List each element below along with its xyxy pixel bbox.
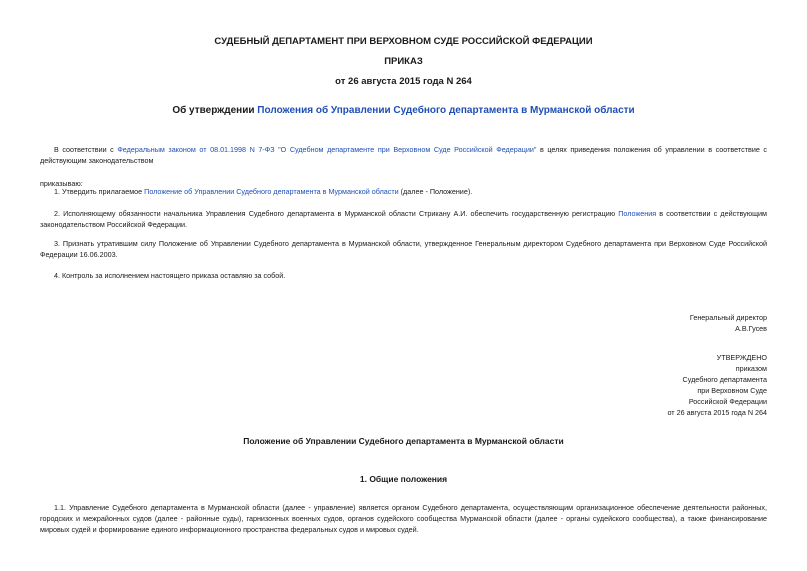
regulation-title: Положение об Управлении Судебного департамента в Мурманской области [243, 436, 564, 446]
approval-block [667, 352, 767, 418]
intro-suffix: в целях приведения положения об управлении в соответствие с действующим законодательством [40, 145, 768, 165]
signatory-name: А.В.Гусев [735, 324, 767, 333]
order-item-3: 3. Признать утратившим силу Положение об Управлении Судебного департамента в Мурманской области, утвержденное Генеральным директором Судебного департамента при Верховном Суде Российской Федерации 16.06.2003. [40, 239, 767, 259]
clause-1-1: 1.1. Управление Судебного департамента в Мурманской области (далее - управление) является органом Судебного департамента, осуществляющим организационное обеспечение деятельности районных, городских и межрайонных судов (далее - районные суды), гарнизонных военных судов, органов судейского сообщества Мурманской области (далее - органы судейского сообщества), а также финансирование мировых судей и формирование единого информационного пространства федеральных судов и мировых судей. [40, 503, 767, 534]
document-type: ПРИКАЗ [384, 56, 423, 67]
item-1-regulation-link[interactable]: Положение об Управлении Судебного департамента в Мурманской области [144, 187, 399, 196]
order-word: приказываю: [40, 179, 83, 188]
order-item-4: 4. Контроль за исполнением настоящего приказа оставляю за собой. [54, 271, 286, 280]
intro-prefix: В соответствии с [54, 145, 118, 154]
order-item-1 [40, 186, 767, 197]
signatory-position: Генеральный директор [689, 313, 767, 322]
order-item-2 [40, 208, 767, 230]
item-1-suffix: (далее - Положение). [398, 187, 473, 196]
approval-line-5: Российской Федерации [688, 397, 767, 406]
approval-line-2: приказом [735, 364, 767, 373]
title-regulation-link[interactable]: Положения об Управлении Судебного департамента в Мурманской области [257, 105, 635, 116]
intro-paragraph [40, 144, 767, 166]
approval-line-3: Судебного департамента [682, 375, 767, 384]
federal-law-link[interactable]: Федеральным законом от 08.01.1998 N 7-ФЗ "О Судебном департаменте при Верховном Суде Российской Федерации" [117, 145, 537, 154]
title-prefix: Об утверждении [172, 105, 258, 116]
item-2-suffix: в соответствии с действующим законодательством Российской Федерации. [40, 209, 768, 229]
section-1-title: 1. Общие положения [359, 474, 448, 484]
approval-line-4: при Верховном Суде [697, 386, 767, 395]
approval-line-1: УТВЕРЖДЕНО [716, 353, 767, 362]
item-1-prefix: 1. Утвердить прилагаемое [54, 187, 145, 196]
item-2-prefix: 2. Исполняющему обязанности начальника Управления Судебного департамента в Мурманской области Стрикану А.И. обеспечить государственную регистрацию [54, 209, 619, 218]
document-title [40, 105, 767, 116]
item-2-regulation-link[interactable]: Положения [618, 209, 657, 218]
document-date: от 26 августа 2015 года N 264 [335, 76, 472, 87]
issuing-organization: СУДЕБНЫЙ ДЕПАРТАМЕНТ ПРИ ВЕРХОВНОМ СУДЕ РОССИЙСКОЙ ФЕДЕРАЦИИ [214, 36, 593, 47]
signature-block [690, 312, 767, 334]
approval-line-6: от 26 августа 2015 года N 264 [667, 408, 767, 417]
